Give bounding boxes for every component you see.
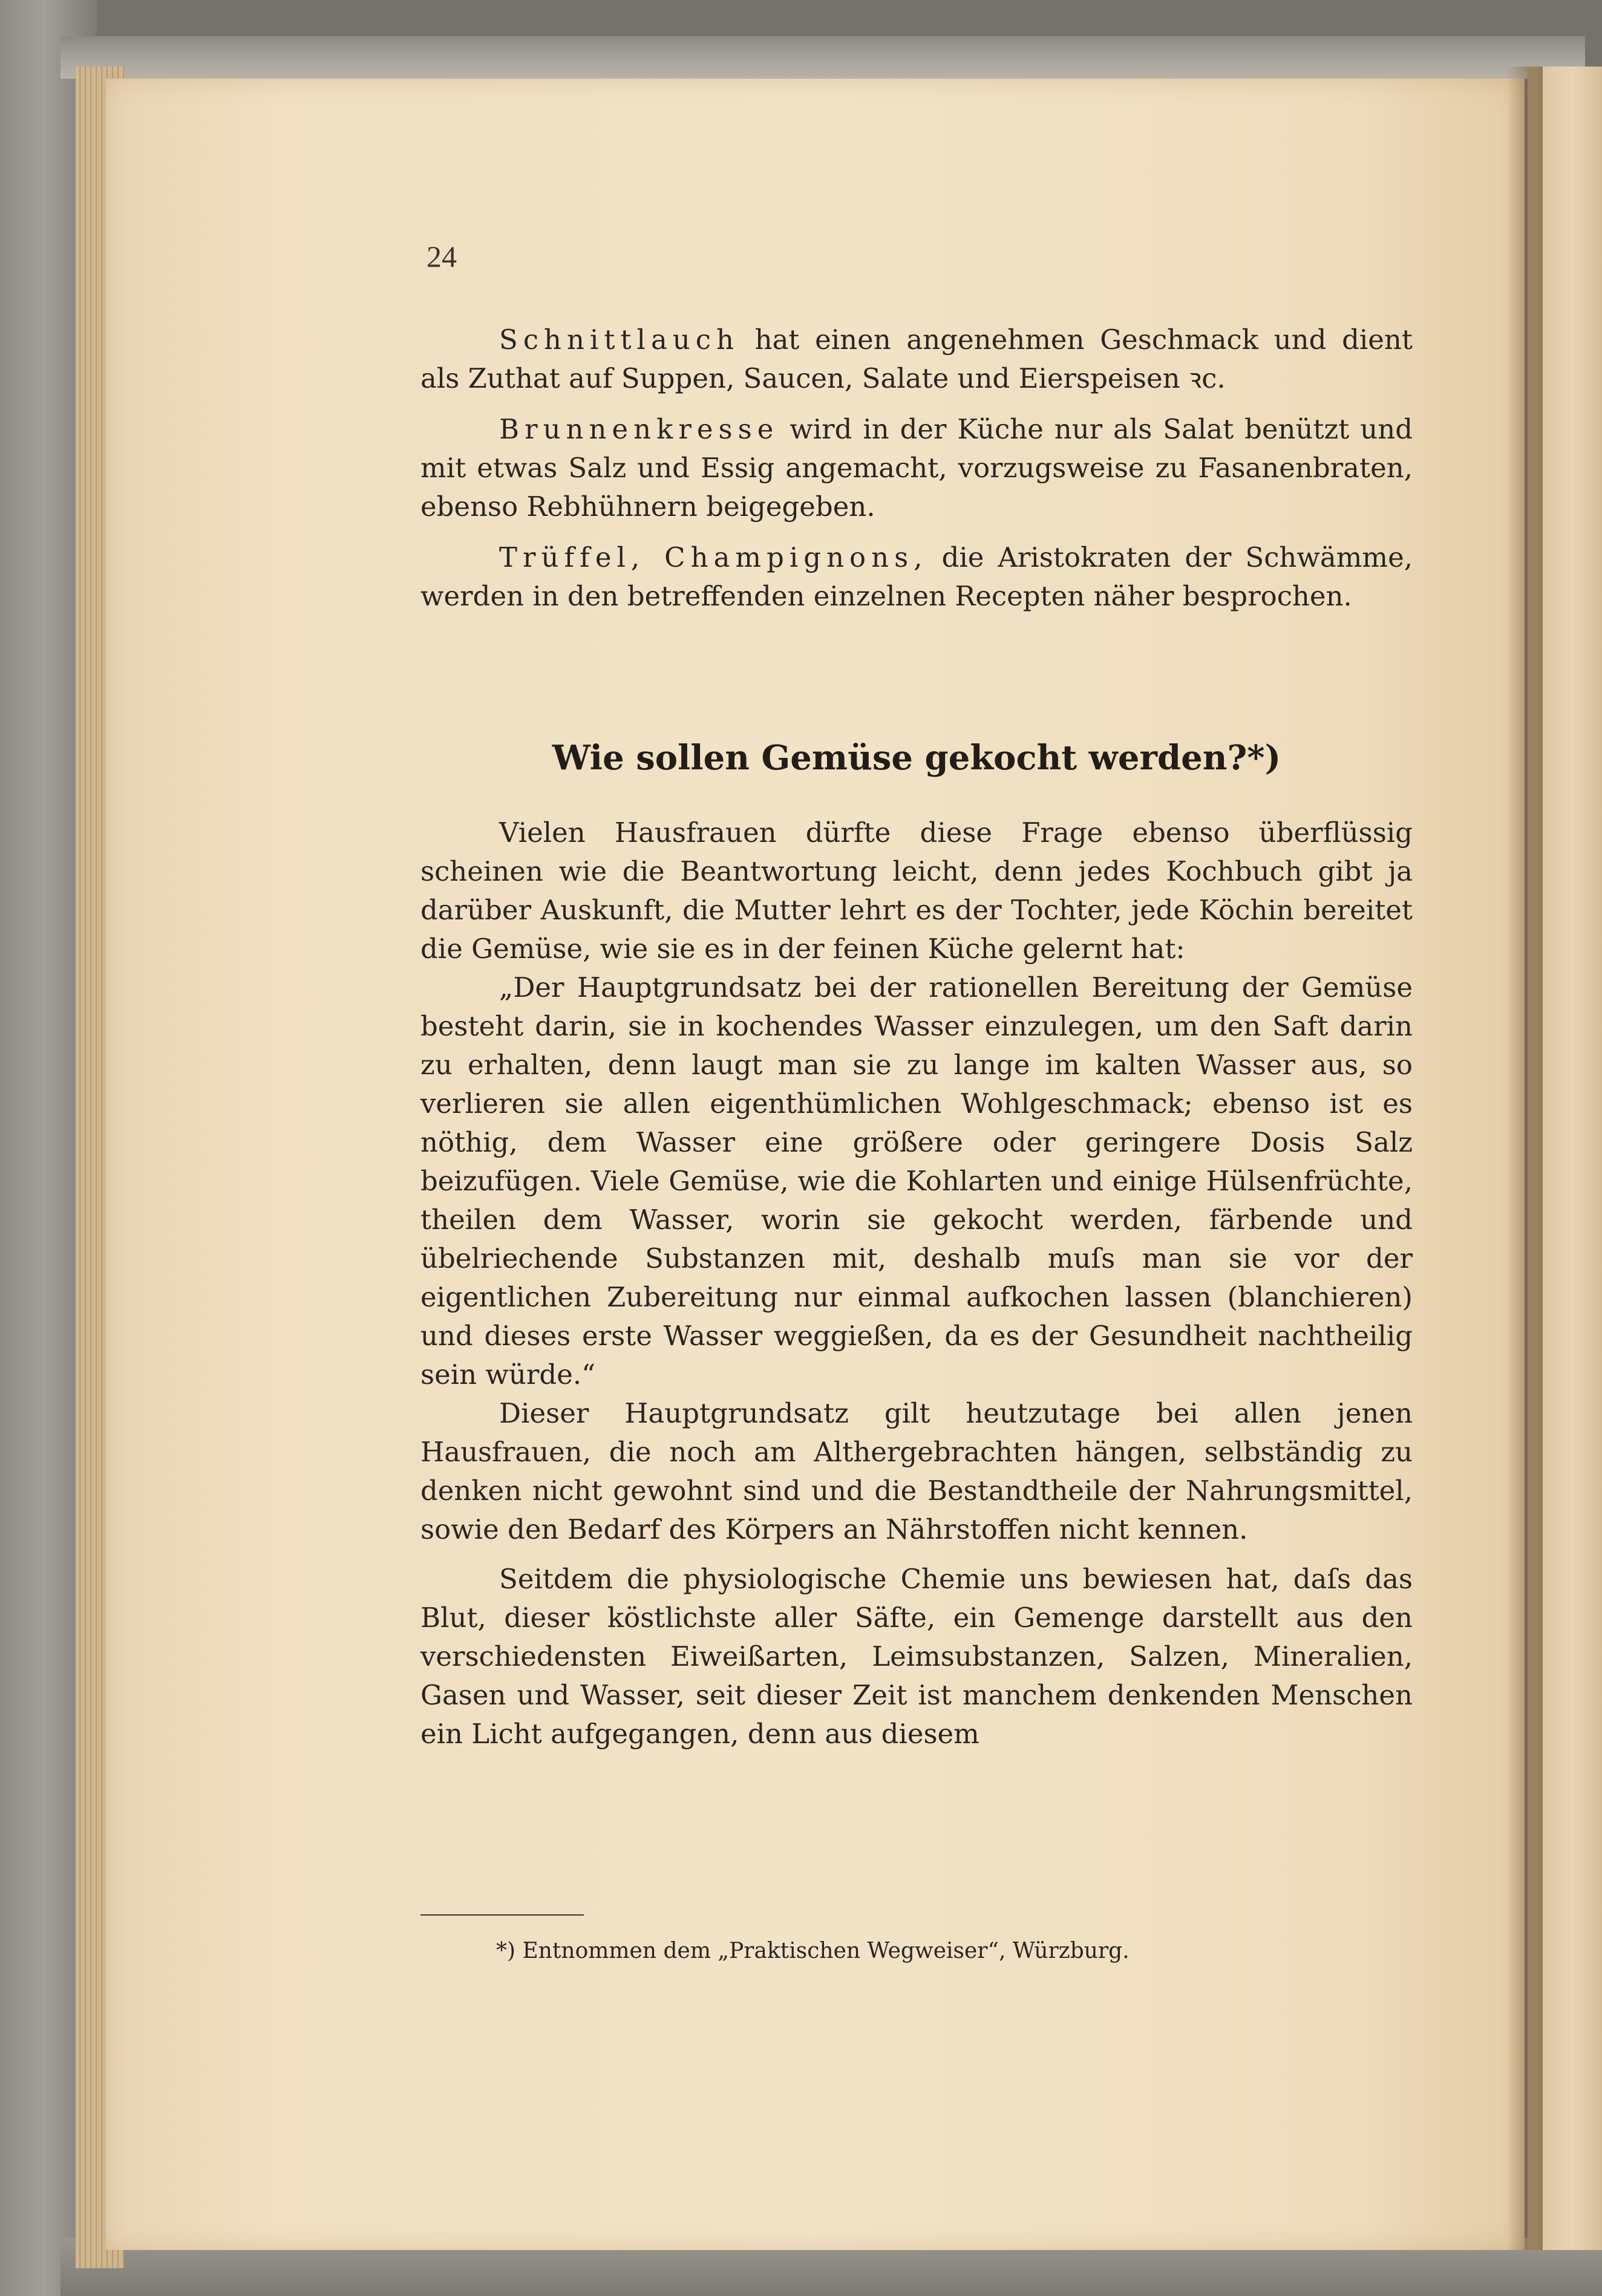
paragraph-physiologie: Seitdem die physiologische Chemie uns bewiesen hat, daſs das Blut, dieser köstlichste aller Säfte, ein Gemenge darstellt aus den verschiedensten Eiweißarten, Leimsubstanzen, Salzen, Mineralien, Gasen und Wasser, seit dieser Zeit ist manchem denkenden Menschen ein Licht aufgegangen, denn aus diesem [420, 1563, 1413, 1750]
paragraph-quote: „Der Hauptgrundsatz bei der rationellen Bereitung der Gemüse besteht darin, sie in kochendes Wasser einzulegen, um den Saft darin zu erhalten, denn laugt man sie zu lange im kalten Wasser aus, so verlieren sie allen eigenthümlichen Wohlgeschmack; ebenso ist es nöthig, dem Wasser eine größere oder geringere Dosis Salz beizufügen. Viele Gemüse, wie die Kohlarten und einige Hülsenfrüchte, theilen dem Wasser, worin sie gekocht werden, färbende und übelriechende Substanzen mit, deshalb muſs man sie vor der eigentlichen Zubereitung nur einmal aufkochen lassen (blanchieren) und dieses erste Wasser weggießen, da es der Gesundheit nachtheilig sein würde.“ [420, 971, 1413, 1391]
paragraph-trueffel [420, 538, 1413, 616]
term-brunnenkresse: Brunnenkresse [499, 413, 779, 445]
paragraph-3-text: die Aristokraten der Schwämme, werden in den betreffenden einzelnen Recepten näher besprochen. [420, 541, 1413, 612]
paragraph-1-text: hat einen angenehmen Geschmack und dient als Zuthat auf Suppen, Saucen, Salate und Eierspeisen ꝛc. [420, 324, 1413, 394]
paragraph-brunnenkresse [420, 410, 1413, 526]
term-schnittlauch: Schnittlauch [499, 324, 739, 356]
paragraph-intro: Vielen Hausfrauen dürfte diese Frage ebenso überflüssig scheinen wie die Beantwortung leicht, denn jedes Kochbuch gibt ja darüber Auskunft, die Mutter lehrt es der Tochter, jede Köchin bereitet die Gemüse, wie sie es in der feinen Küche gelernt hat: [420, 817, 1413, 965]
footnote: *) Entnommen dem „Praktischen Wegweiser“, Würzburg. [496, 1939, 1130, 1963]
page-number: 24 [427, 240, 457, 273]
top-text-block [420, 321, 1413, 616]
section-heading: Wie sollen Gemüse gekocht werden?*) [552, 738, 1281, 778]
paragraph-hauptgrundsatz: Dieser Hauptgrundsatz gilt heutzutage bei allen jenen Hausfrauen, die noch am Althergebrachten hängen, selbständig zu denken nicht gewohnt sind und die Bestandtheile der Nahrungsmittel, sowie den Bedarf des Körpers an Nährstoffen nicht kennen. [420, 1397, 1413, 1545]
book-cover-top [60, 36, 1585, 79]
footnote-divider [420, 1914, 584, 1916]
paragraph-schnittlauch [420, 321, 1413, 398]
term-trueffel-champignons: Trüffel, Champignons, [499, 541, 928, 573]
gutter-shadow [1506, 67, 1543, 2250]
main-text-block [420, 814, 1413, 1753]
paragraph-2-text: wird in der Küche nur als Salat benützt und mit etwas Salz und Essig angemacht, vorzugsweise zu Fasanenbraten, ebenso Rebhühnern beigegeben. [420, 413, 1413, 523]
